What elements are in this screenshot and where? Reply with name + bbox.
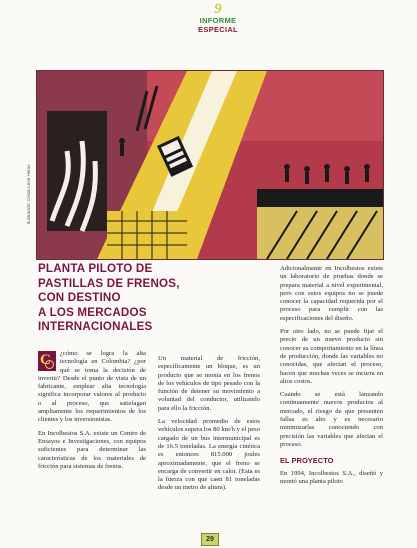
illustration-credit: Ilustración: César León Heras xyxy=(26,164,31,224)
paragraph: Por otro lado, no se puede fijar el precio de un nuevo producto sin conocer su comportamiento en la línea de producción, donde las variables no conocidas, que afectan el proceso, hacen que muchas veces se incurra en altos costos. xyxy=(280,328,383,385)
badge-number: 9 xyxy=(214,1,222,17)
paragraph: Un material de fricción, específicamente un bloque, es un producto que se monta en los frenos de los vehículos de tipo pesado con la función de detener su movimiento a voluntad del conductor, utilizando para ello la fricción. xyxy=(158,355,260,412)
paragraph: En Incolbestos S.A. existe un Centro de Ensayos e Investigaciones, con equipos suficientes para determinar las características de los materiales de fricción para sistemas de frenos. xyxy=(38,429,146,470)
column-1 xyxy=(38,350,146,476)
dropcap: C xyxy=(38,351,56,371)
title-line: INTERNACIONALES xyxy=(38,320,153,333)
paragraph: En 1994, Incolbestos S.A., diseñó y montó una planta piloto xyxy=(280,469,383,485)
column-2 xyxy=(158,355,260,498)
paragraph: Cuando se está lanzando continuamente nuevos productos al mercado, el riesgo de que presenten fallas es alto y es necesario minimizarlas conociendo con precisión las variables que afectan el proceso. xyxy=(280,391,383,448)
column-3 xyxy=(280,265,383,491)
section-badge xyxy=(192,2,244,40)
title-line: A LOS MERCADOS xyxy=(38,305,147,319)
badge-line1: INFORME xyxy=(199,16,237,25)
circle-ornament-icon xyxy=(45,360,54,369)
paragraph: La velocidad promedio de estos vehículos supera los 80 km/h y el peso cargado de un bus intermunicipal es de 16.5 toneladas. La energía cinética es entonces 815.000 joules aproximadamente, que el freno se encarga de convertir en calor. (Esta es la fuerza con que caen 81 toneladas desde un metro de altura). xyxy=(158,418,261,492)
badge-line2: ESPECIAL xyxy=(198,25,238,34)
paragraph: Adicionalmente en Incolbestos existe un laboratorio de pruebas donde se prepara material a nivel experimental, pero con estos equipos no se puede conocer la capacidad requerida por el proceso para cumplir con las especificaciones del diseño. xyxy=(280,265,383,322)
page-number: 29 xyxy=(201,533,219,546)
title-line: PASTILLAS DE FRENOS, xyxy=(38,276,180,290)
title-line: PLANTA PILOTO DE xyxy=(38,262,153,275)
title-line: CON DESTINO xyxy=(38,291,121,304)
article-title xyxy=(38,262,208,335)
paragraph: C ¿cómo se logra la alta tecnología en Colombia? ¿por qué se toma la decisión de invertir? Desde el punto de vista de un fabricante, emplear alta tecnología significa incorporar valores al producto o al proceso, que satisfagan ampliamente los requerimientos de los clientes y los inversionistas. xyxy=(38,350,146,424)
section-subhead: EL PROYECTO xyxy=(280,456,334,466)
illustration xyxy=(36,70,384,260)
